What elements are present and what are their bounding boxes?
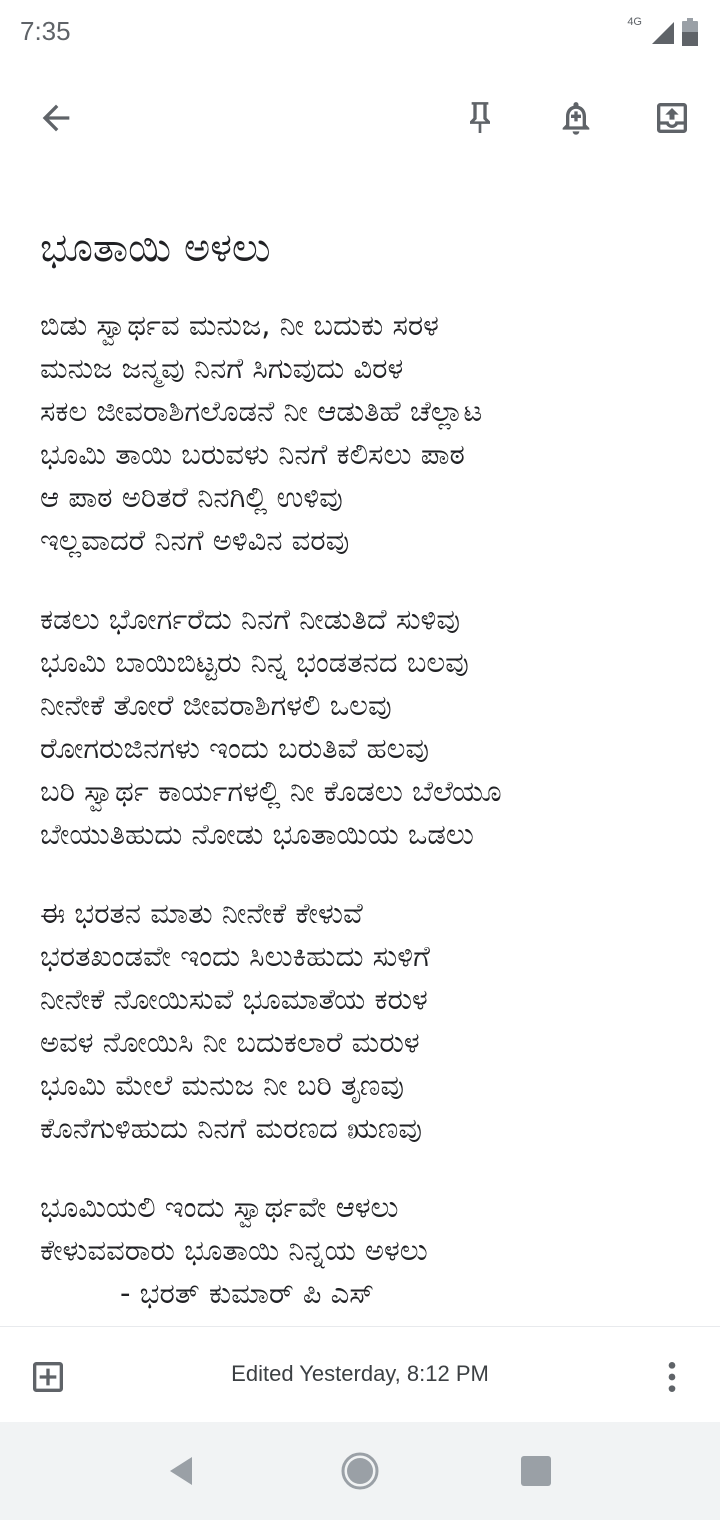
note-content xyxy=(40,218,690,1315)
pin-icon xyxy=(460,98,500,138)
note-stanza xyxy=(40,304,690,562)
note-bottom-bar xyxy=(0,1326,720,1423)
note-line: ಸಕಲ ಜೀವರಾಶಿಗಲೊಡನೆ ನೀ ಆಡುತಿಹೆ ಚೆಲ್ಲಾಟ xyxy=(40,394,483,428)
note-line: ಈ ಭರತನ ಮಾತು ನೀನೇಕೆ ಕೇಳುವೆ xyxy=(40,896,363,930)
arrow-back-icon xyxy=(36,98,76,138)
nav-home-button[interactable] xyxy=(335,1446,385,1496)
archive-icon xyxy=(652,98,692,138)
status-time: 7:35 xyxy=(20,16,71,46)
note-line: ಕೇಳುವವರಾರು ಭೂತಾಯಿ ನಿನ್ನಯ ಅಳಲು xyxy=(40,1233,428,1267)
note-line: ಭೂಮಿ ಬಾಯಿಬಿಟ್ಟರು ನಿನ್ನ ಭಂಡತನದ ಬಲವು xyxy=(40,645,469,679)
note-stanza xyxy=(40,598,690,856)
note-line: ನೀನೇಕೆ ನೋಯಿಸುವೆ ಭೂಮಾತೆಯ ಕರುಳ xyxy=(40,982,428,1016)
status-icons xyxy=(627,16,698,46)
note-line: ಕೊನೆಗುಳಿಹುದು ನಿನಗೆ ಮರಣದ ಋಣವು xyxy=(40,1111,423,1145)
signal-icon xyxy=(650,20,676,46)
note-line: ನೀನೇಕೆ ತೋರೆ ಜೀವರಾಶಿಗಳಲಿ ಒಲವು xyxy=(40,688,392,722)
note-line: ಬರಿ ಸ್ವಾರ್ಥ ಕಾರ್ಯಗಳಲ್ಲಿ ನೀ ಕೊಡಲು ಬೆಲೆಯೂ xyxy=(40,774,502,808)
note-line: ಮನುಜ ಜನ್ಮವು ನಿನಗೆ ಸಿಗುವುದು ವಿರಳ xyxy=(40,351,404,385)
nav-recents-button[interactable] xyxy=(511,1446,561,1496)
note-signature: - ಭರತ್ ಕುಮಾರ್ ಪಿ ಎಸ್ xyxy=(120,1276,375,1310)
note-line: ಇಲ್ಲವಾದರೆ ನಿನಗೆ ಅಳಿವಿನ ವರವು xyxy=(40,523,350,557)
nav-back-button[interactable] xyxy=(157,1446,207,1496)
pin-button[interactable] xyxy=(448,86,512,150)
note-stanza xyxy=(40,1186,690,1272)
note-line: ಭೂಮಿ ತಾಯಿ ಬರುವಳು ನಿನಗೆ ಕಲಿಸಲು ಪಾಠ xyxy=(40,437,465,471)
battery-icon xyxy=(682,18,698,46)
note-stanza xyxy=(40,892,690,1150)
status-bar xyxy=(0,0,720,64)
edited-timestamp: Edited Yesterday, 8:12 PM xyxy=(231,1361,489,1386)
note-line: ಭರತಖಂಡವೇ ಇಂದು ಸಿಲುಕಿಹುದು ಸುಳಿಗೆ xyxy=(40,939,430,973)
nav-recents-icon xyxy=(520,1455,552,1487)
network-type-label: 4G xyxy=(627,16,642,28)
note-toolbar xyxy=(0,76,720,160)
more-options-button[interactable] xyxy=(648,1351,696,1403)
note-line: ಭೂಮಿ ಮೇಲೆ ಮನುಜ ನೀ ಬರಿ ತೃಣವು xyxy=(40,1068,404,1102)
note-line: ಬಿಡು ಸ್ವಾರ್ಥವ ಮನುಜ, ನೀ ಬದುಕು ಸರಳ xyxy=(40,308,439,342)
note-line: ರೋಗರುಜಿನಗಳು ಇಂದು ಬರುತಿವೆ ಹಲವು xyxy=(40,731,430,765)
system-nav-bar xyxy=(0,1422,720,1520)
note-line: ಆ ಪಾಠ ಅರಿತರೆ ನಿನಗಿಲ್ಲಿ ಉಳಿವು xyxy=(40,480,343,514)
archive-button[interactable] xyxy=(640,86,704,150)
more-vert-icon xyxy=(652,1357,692,1397)
note-title[interactable]: ಭೂತಾಯಿ ಅಳಲು xyxy=(40,225,271,271)
nav-home-icon xyxy=(340,1451,380,1491)
note-body[interactable] xyxy=(40,304,690,1272)
back-button[interactable] xyxy=(24,86,88,150)
note-line: ಭೂಮಿಯಲಿ ಇಂದು ಸ್ವಾರ್ಥವೇ ಆಳಲು xyxy=(40,1190,399,1224)
nav-back-icon xyxy=(164,1453,200,1489)
note-line: ಕಡಲು ಭೋರ್ಗರೆದು ನಿನಗೆ ನೀಡುತಿದೆ ಸುಳಿವು xyxy=(40,602,460,636)
note-line: ಅವಳ ನೋಯಿಸಿ ನೀ ಬದುಕಲಾರೆ ಮರುಳ xyxy=(40,1025,420,1059)
add-reminder-button[interactable] xyxy=(544,86,608,150)
add-reminder-icon xyxy=(556,98,596,138)
note-line: ಬೇಯುತಿಹುದು ನೋಡು ಭೂತಾಯಿಯ ಒಡಲು xyxy=(40,817,474,851)
